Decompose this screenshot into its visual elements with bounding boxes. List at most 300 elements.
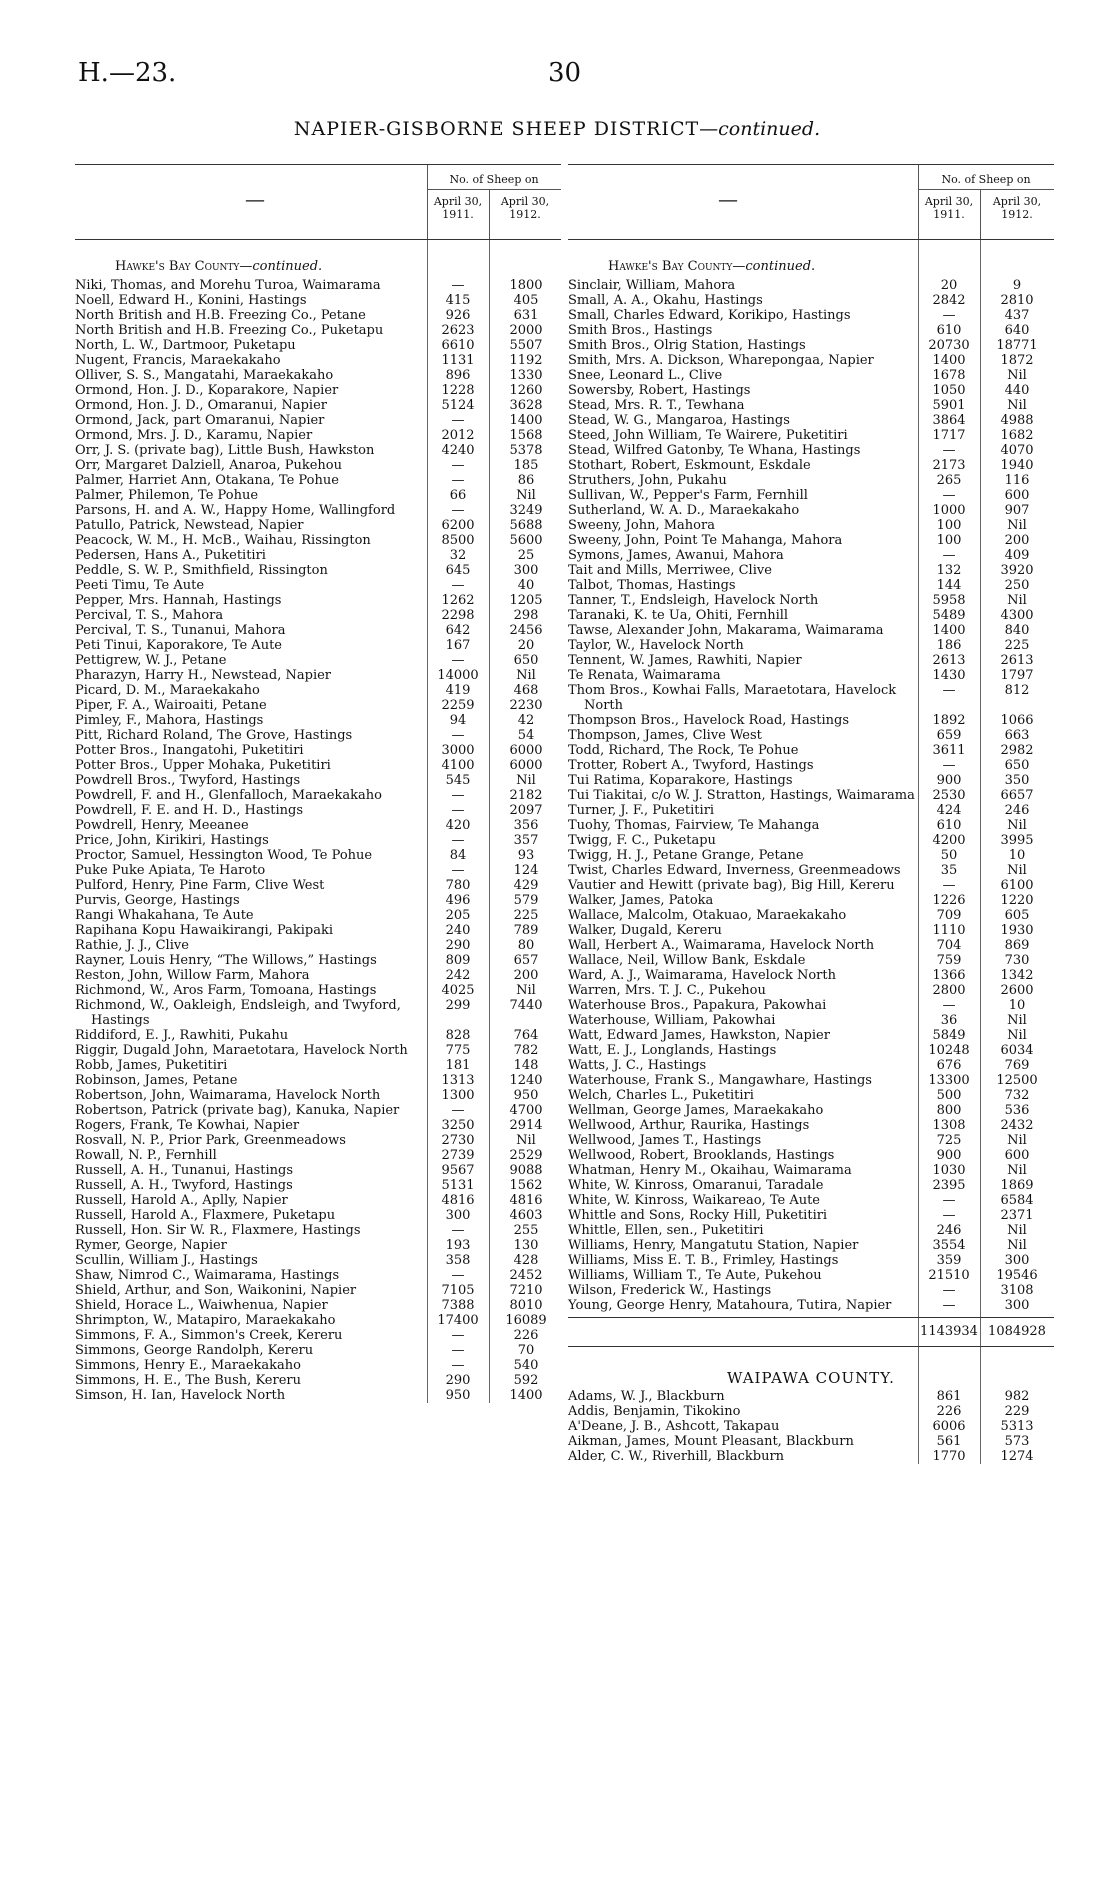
sheep-1912: 2432 — [1000, 1118, 1034, 1133]
owner-name: Simmons, George Randolph, Kereru — [75, 1343, 314, 1358]
table-row — [75, 1283, 561, 1298]
sheep-1911: 1430 — [932, 668, 966, 683]
page-title: NAPIER-GISBORNE SHEEP DISTRICT—continued. — [293, 118, 821, 140]
sheep-1911: 775 — [445, 1043, 471, 1058]
table-row — [568, 1148, 1054, 1163]
owner-name: Waterhouse Bros., Papakura, Pakowhai — [568, 998, 827, 1013]
sheep-1911: — — [451, 788, 465, 803]
sheep-1911: 4200 — [932, 833, 966, 848]
sheep-1912: 4070 — [1000, 443, 1034, 458]
sheep-1911: 2173 — [932, 458, 966, 473]
sheep-1911: — — [451, 1103, 465, 1118]
sheep-1912: 4300 — [1000, 608, 1034, 623]
owner-name: Riddiford, E. J., Rawhiti, Pukahu — [75, 1028, 289, 1043]
owner-name: Robb, James, Puketitiri — [75, 1058, 228, 1073]
table-row — [568, 833, 1054, 848]
sheep-1911: 3864 — [932, 413, 966, 428]
sheep-1911: 226 — [936, 1404, 962, 1419]
table-row — [75, 488, 561, 503]
table-row — [568, 458, 1054, 473]
table-row — [75, 908, 561, 923]
sheep-1912: 732 — [1004, 1088, 1030, 1103]
sheep-1911: — — [451, 803, 465, 818]
table-row — [75, 683, 561, 698]
sheep-1912: 1240 — [509, 1073, 543, 1088]
owner-name: Richmond, W., Aros Farm, Tomoana, Hastings — [75, 983, 377, 998]
table-row — [75, 338, 561, 353]
sheep-1912: 769 — [1004, 1058, 1030, 1073]
sheep-1912: 1869 — [1000, 1178, 1034, 1193]
owner-name: Robertson, John, Waimarama, Havelock North — [75, 1088, 381, 1103]
sheep-1911: — — [451, 653, 465, 668]
table-row — [75, 668, 561, 683]
sheep-1911: 419 — [445, 683, 471, 698]
sheep-1911: 6200 — [441, 518, 475, 533]
table-row — [75, 1298, 561, 1313]
sheep-1912: Nil — [1007, 1163, 1027, 1178]
sheep-1912: 2182 — [509, 788, 543, 803]
sheep-1912: Nil — [1007, 1028, 1027, 1043]
table-row — [568, 443, 1054, 458]
sheep-1912: 12500 — [996, 1073, 1038, 1088]
sheep-1911: — — [942, 443, 956, 458]
sheep-1911: 32 — [449, 548, 467, 563]
table-row — [568, 413, 1054, 428]
sheep-1911: 896 — [445, 368, 471, 383]
table-row — [75, 863, 561, 878]
owner-name: Percival, T. S., Mahora — [75, 608, 224, 623]
sheep-1911: 1400 — [932, 623, 966, 638]
table-row — [75, 968, 561, 983]
sheep-1912: 1274 — [1000, 1449, 1034, 1464]
table-row — [568, 1419, 1054, 1434]
sheep-1912: 468 — [513, 683, 539, 698]
owner-name: Rathie, J. J., Clive — [75, 938, 189, 953]
sheep-1911: 1050 — [932, 383, 966, 398]
sheep-1912: 789 — [513, 923, 539, 938]
sheep-1911: 193 — [445, 1238, 471, 1253]
sheep-1911: 1131 — [441, 353, 475, 368]
header-col-1911: April 30, 1911. — [924, 195, 974, 221]
sheep-1912: 840 — [1004, 623, 1030, 638]
owner-name: Tuohy, Thomas, Fairview, Te Mahanga — [568, 818, 820, 833]
sheep-1911: 265 — [936, 473, 962, 488]
sheep-1911: — — [451, 863, 465, 878]
table-row — [568, 1268, 1054, 1283]
table-row — [75, 653, 561, 668]
table-row — [75, 1223, 561, 1238]
table-row — [568, 1118, 1054, 1133]
sheep-1911: 545 — [445, 773, 471, 788]
sheep-1911: — — [942, 683, 956, 698]
owner-name: Simmons, F. A., Simmon's Creek, Kereru — [75, 1328, 343, 1343]
table-row — [75, 803, 561, 818]
sheep-1912: 9088 — [509, 1163, 543, 1178]
owner-name: Smith Bros., Hastings — [568, 323, 713, 338]
sheep-1911: 94 — [449, 713, 467, 728]
table-row — [568, 1253, 1054, 1268]
table-row — [568, 1028, 1054, 1043]
owner-name: Thom Bros., Kowhai Falls, Maraetotara, Havelock North — [568, 683, 897, 713]
owner-name: Wallace, Malcolm, Otakuao, Maraekakaho — [568, 908, 847, 923]
table-row — [75, 473, 561, 488]
owner-name: Russell, Hon. Sir W. R., Flaxmere, Hastings — [75, 1223, 361, 1238]
owner-name: Rymer, George, Napier — [75, 1238, 227, 1253]
owner-name: Smith, Mrs. A. Dickson, Wharepongaa, Napier — [568, 353, 874, 368]
sheep-1912: 663 — [1004, 728, 1030, 743]
sheep-1912: 650 — [513, 653, 539, 668]
sheep-1911: — — [451, 1268, 465, 1283]
sheep-1912: 1800 — [509, 278, 543, 293]
left-column — [75, 164, 561, 1403]
sheep-1912: 437 — [1004, 308, 1030, 323]
table-row — [75, 1043, 561, 1058]
owner-name: Pepper, Mrs. Hannah, Hastings — [75, 593, 282, 608]
sheep-1912: 2810 — [1000, 293, 1034, 308]
owner-name: Patullo, Patrick, Newstead, Napier — [75, 518, 304, 533]
table-row — [75, 1088, 561, 1103]
table-row — [568, 863, 1054, 878]
sheep-1911: 1000 — [932, 503, 966, 518]
table-row — [568, 1178, 1054, 1193]
table-row — [75, 713, 561, 728]
sheep-1911: 3000 — [441, 743, 475, 758]
table-row — [75, 1313, 561, 1328]
owner-name: North, L. W., Dartmoor, Puketapu — [75, 338, 296, 353]
sheep-1912: 70 — [517, 1343, 535, 1358]
sheep-1911: 1717 — [932, 428, 966, 443]
sheep-1911: 5901 — [932, 398, 966, 413]
sheep-1912: 20 — [517, 638, 535, 653]
sheep-1912: 2982 — [1000, 743, 1034, 758]
sheep-1912: 7210 — [509, 1283, 543, 1298]
table-row — [568, 623, 1054, 638]
sheep-1911: — — [942, 1208, 956, 1223]
left-table-header — [75, 164, 561, 240]
owner-name: A'Deane, J. B., Ashcott, Takapau — [568, 1419, 780, 1434]
owner-name: Sullivan, W., Pepper's Farm, Fernhill — [568, 488, 808, 503]
table-row — [75, 743, 561, 758]
table-row — [75, 383, 561, 398]
sheep-1911: 181 — [445, 1058, 471, 1073]
table-row — [568, 1133, 1054, 1148]
table-row — [568, 848, 1054, 863]
sheep-1912: 950 — [513, 1088, 539, 1103]
sheep-1911: 66 — [449, 488, 467, 503]
owner-name: Tui Ratima, Koparakore, Hastings — [568, 773, 793, 788]
owner-name: Tanner, T., Endsleigh, Havelock North — [568, 593, 819, 608]
sheep-1911: 290 — [445, 938, 471, 953]
table-row — [75, 698, 561, 713]
owner-name: Watt, Edward James, Hawkston, Napier — [568, 1028, 830, 1043]
table-row — [568, 878, 1054, 893]
sheep-1912: 579 — [513, 893, 539, 908]
sheep-1912: Nil — [516, 668, 536, 683]
owner-name: Niki, Thomas, and Morehu Turoa, Waimarama — [75, 278, 381, 293]
sheep-1912: 764 — [513, 1028, 539, 1043]
owner-name: Simson, H. Ian, Havelock North — [75, 1388, 286, 1403]
table-row — [75, 1208, 561, 1223]
sheep-1912: Nil — [1007, 398, 1027, 413]
sheep-1912: 409 — [1004, 548, 1030, 563]
header-dash: — — [245, 187, 265, 211]
sheep-1911: — — [942, 1193, 956, 1208]
owner-name: Shaw, Nimrod C., Waimarama, Hastings — [75, 1268, 340, 1283]
table-row — [75, 518, 561, 533]
table-row — [568, 923, 1054, 938]
sheep-1912: 3108 — [1000, 1283, 1034, 1298]
table-row — [568, 1283, 1054, 1298]
sheep-1912: 6000 — [509, 758, 543, 773]
sheep-1912: 1400 — [509, 413, 543, 428]
table-row — [568, 713, 1054, 728]
sheep-1911: 900 — [936, 1148, 962, 1163]
sheep-1912: 2456 — [509, 623, 543, 638]
sheep-1911: 167 — [445, 638, 471, 653]
sheep-1912: 25 — [517, 548, 535, 563]
table-row — [75, 323, 561, 338]
owner-name: Piper, F. A., Wairoaiti, Petane — [75, 698, 267, 713]
owner-name: Orr, Margaret Dalziell, Anaroa, Pukehou — [75, 458, 342, 473]
sheep-1911: 780 — [445, 878, 471, 893]
sheep-1911: — — [451, 578, 465, 593]
sheep-1912: Nil — [1007, 368, 1027, 383]
table-row — [75, 443, 561, 458]
table-row — [568, 818, 1054, 833]
table-row — [568, 683, 1054, 713]
sheep-1911: 2623 — [441, 323, 475, 338]
sheep-1912: 8010 — [509, 1298, 543, 1313]
owner-name: Russell, Harold A., Aplly, Napier — [75, 1193, 288, 1208]
table-row — [568, 473, 1054, 488]
sheep-1911: 8500 — [441, 533, 475, 548]
table-row — [75, 758, 561, 773]
table-row — [568, 563, 1054, 578]
table-row — [568, 488, 1054, 503]
sheep-1911: 4025 — [441, 983, 475, 998]
table-row — [568, 743, 1054, 758]
owner-name: Whatman, Henry M., Okaihau, Waimarama — [568, 1163, 852, 1178]
sheep-1911: 561 — [936, 1434, 962, 1449]
sheep-1912: 1568 — [509, 428, 543, 443]
sheep-1911: — — [942, 878, 956, 893]
owner-name: Smith Bros., Olrig Station, Hastings — [568, 338, 806, 353]
owner-name: Aikman, James, Mount Pleasant, Blackburn — [568, 1434, 854, 1449]
sheep-1911: 800 — [936, 1103, 962, 1118]
sheep-1911: — — [451, 503, 465, 518]
table-row — [75, 353, 561, 368]
sheep-1912: 42 — [517, 713, 535, 728]
table-row — [75, 1028, 561, 1043]
sheep-1912: 4603 — [509, 1208, 543, 1223]
sheep-1912: 2452 — [509, 1268, 543, 1283]
table-row — [75, 878, 561, 893]
sheep-1912: 573 — [1004, 1434, 1030, 1449]
table-row — [568, 353, 1054, 368]
sheep-1912: 16089 — [505, 1313, 547, 1328]
header-col-1911: April 30, 1911. — [433, 195, 483, 221]
table-row — [75, 728, 561, 743]
table-row — [568, 1389, 1054, 1404]
table-row — [75, 1058, 561, 1073]
sheep-1912: 405 — [513, 293, 539, 308]
sheep-1911: 14000 — [437, 668, 479, 683]
sheep-1911: 242 — [445, 968, 471, 983]
sheep-1912: 2529 — [509, 1148, 543, 1163]
owner-name: Ormond, Hon. J. D., Omaranui, Napier — [75, 398, 327, 413]
table-row — [75, 1388, 561, 1403]
sheep-1912: 4988 — [1000, 413, 1034, 428]
sheep-1912: 124 — [513, 863, 539, 878]
table-row — [75, 998, 561, 1028]
sheep-1912: 5313 — [1000, 1419, 1034, 1434]
sheep-1912: 730 — [1004, 953, 1030, 968]
owner-name: Rosvall, N. P., Prior Park, Greenmeadows — [75, 1133, 346, 1148]
sheep-1911: 1030 — [932, 1163, 966, 1178]
table-row — [75, 593, 561, 608]
sheep-1912: 200 — [513, 968, 539, 983]
sheep-1911: 4816 — [441, 1193, 475, 1208]
owner-name: Peddle, S. W. P., Smithfield, Rissington — [75, 563, 328, 578]
table-row — [568, 323, 1054, 338]
owner-name: Ormond, Jack, part Omaranui, Napier — [75, 413, 325, 428]
table-row — [75, 533, 561, 548]
owner-name: Pedersen, Hans A., Puketitiri — [75, 548, 266, 563]
sheep-1911: 1770 — [932, 1449, 966, 1464]
sheep-1911: — — [942, 998, 956, 1013]
sheep-1911: 709 — [936, 908, 962, 923]
owner-name: Shrimpton, W., Matapiro, Maraekakaho — [75, 1313, 336, 1328]
table-row — [568, 788, 1054, 803]
owner-name: Nugent, Francis, Maraekakaho — [75, 353, 281, 368]
sheep-1911: 610 — [936, 323, 962, 338]
sheep-1911: 6006 — [932, 1419, 966, 1434]
owner-name: Snee, Leonard L., Clive — [568, 368, 723, 383]
left-table-body — [75, 240, 561, 1403]
table-row — [568, 653, 1054, 668]
sheep-1912: 5378 — [509, 443, 543, 458]
sheep-1912: 1562 — [509, 1178, 543, 1193]
table-row — [75, 1073, 561, 1088]
sheep-1912: 3628 — [509, 398, 543, 413]
owner-name: Noell, Edward H., Konini, Hastings — [75, 293, 307, 308]
sheep-1912: 907 — [1004, 503, 1030, 518]
table-row — [75, 578, 561, 593]
table-row — [568, 383, 1054, 398]
table-row — [75, 983, 561, 998]
sheep-1912: 185 — [513, 458, 539, 473]
owner-name: Sutherland, W. A. D., Maraekakaho — [568, 503, 800, 518]
table-row — [75, 368, 561, 383]
sheep-1912: 200 — [1004, 533, 1030, 548]
table-row — [75, 638, 561, 653]
owner-name: Todd, Richard, The Rock, Te Pohue — [568, 743, 799, 758]
owner-name: Tawse, Alexander John, Makarama, Waimarama — [568, 623, 884, 638]
table-row — [568, 758, 1054, 773]
owner-name: Pimley, F., Mahora, Hastings — [75, 713, 264, 728]
table-row — [75, 923, 561, 938]
owner-name: Waterhouse, William, Pakowhai — [568, 1013, 776, 1028]
sheep-1911: 5131 — [441, 1178, 475, 1193]
table-row — [568, 1298, 1054, 1313]
sheep-1911: 424 — [936, 803, 962, 818]
sheep-1912: 5507 — [509, 338, 543, 353]
header-col-1912: April 30, 1912. — [992, 195, 1042, 221]
table-row — [568, 908, 1054, 923]
section-heading: Hawke's Bay County—continued. — [608, 259, 816, 274]
sheep-1911: 205 — [445, 908, 471, 923]
owner-name: Pulford, Henry, Pine Farm, Clive West — [75, 878, 325, 893]
table-row — [75, 893, 561, 908]
owner-name: Whittle, Ellen, sen., Puketitiri — [568, 1223, 764, 1238]
sheep-1911: — — [451, 458, 465, 473]
owner-name: Parsons, H. and A. W., Happy Home, Wallingford — [75, 503, 396, 518]
sheep-1912: 1066 — [1000, 713, 1034, 728]
sheep-1912: 1940 — [1000, 458, 1034, 473]
sheep-1912: Nil — [1007, 518, 1027, 533]
owner-name: North British and H.B. Freezing Co., Petane — [75, 308, 366, 323]
total-1911: 1143934 — [920, 1324, 978, 1339]
sheep-1911: — — [451, 413, 465, 428]
sheep-1912: 982 — [1004, 1389, 1030, 1404]
sheep-1911: 7105 — [441, 1283, 475, 1298]
owner-name: Simmons, Henry E., Maraekakaho — [75, 1358, 302, 1373]
sheep-1911: 20730 — [928, 338, 970, 353]
sheep-1912: 116 — [1004, 473, 1030, 488]
owner-name: Percival, T. S., Tunanui, Mahora — [75, 623, 286, 638]
table-row — [75, 398, 561, 413]
sheep-1912: 1930 — [1000, 923, 1034, 938]
sheep-1912: Nil — [1007, 1238, 1027, 1253]
sheep-1912: Nil — [516, 1133, 536, 1148]
header-col-1912: April 30, 1912. — [500, 195, 550, 221]
owner-name: Stead, Wilfred Gatonby, Te Whana, Hastings — [568, 443, 861, 458]
owner-name: Watts, J. C., Hastings — [568, 1058, 707, 1073]
table-row — [75, 788, 561, 803]
owner-name: Powdrell, Henry, Meeanee — [75, 818, 249, 833]
table-row — [568, 593, 1054, 608]
table-row — [568, 503, 1054, 518]
sheep-1912: 350 — [1004, 773, 1030, 788]
owner-name: Ormond, Hon. J. D., Koparakore, Napier — [75, 383, 339, 398]
sheep-1911: 809 — [445, 953, 471, 968]
sheep-1911: 36 — [940, 1013, 958, 1028]
sheep-1911: 3611 — [932, 743, 966, 758]
sheep-1912: 19546 — [996, 1268, 1038, 1283]
sheep-1911: 1400 — [932, 353, 966, 368]
sheep-1911: — — [942, 1283, 956, 1298]
sheep-1911: 1262 — [441, 593, 475, 608]
owner-name: Reston, John, Willow Farm, Mahora — [75, 968, 310, 983]
owner-name: Williams, Miss E. T. B., Frimley, Hastings — [568, 1253, 839, 1268]
owner-name: Rangi Whakahana, Te Aute — [75, 908, 254, 923]
sheep-1911: 5958 — [932, 593, 966, 608]
owner-name: Wellwood, James T., Hastings — [568, 1133, 762, 1148]
sheep-1911: 9567 — [441, 1163, 475, 1178]
sheep-1911: 900 — [936, 773, 962, 788]
sheep-1912: 1797 — [1000, 668, 1034, 683]
table-row — [568, 893, 1054, 908]
sheep-1912: 80 — [517, 938, 535, 953]
table-row — [75, 1178, 561, 1193]
owner-name: Pharazyn, Harry H., Newstead, Napier — [75, 668, 332, 683]
sheep-1912: Nil — [1007, 593, 1027, 608]
table-row — [568, 293, 1054, 308]
sheep-1911: 610 — [936, 818, 962, 833]
sheep-1911: 500 — [936, 1088, 962, 1103]
owner-name: Wellwood, Arthur, Raurika, Hastings — [568, 1118, 810, 1133]
table-row — [568, 1193, 1054, 1208]
